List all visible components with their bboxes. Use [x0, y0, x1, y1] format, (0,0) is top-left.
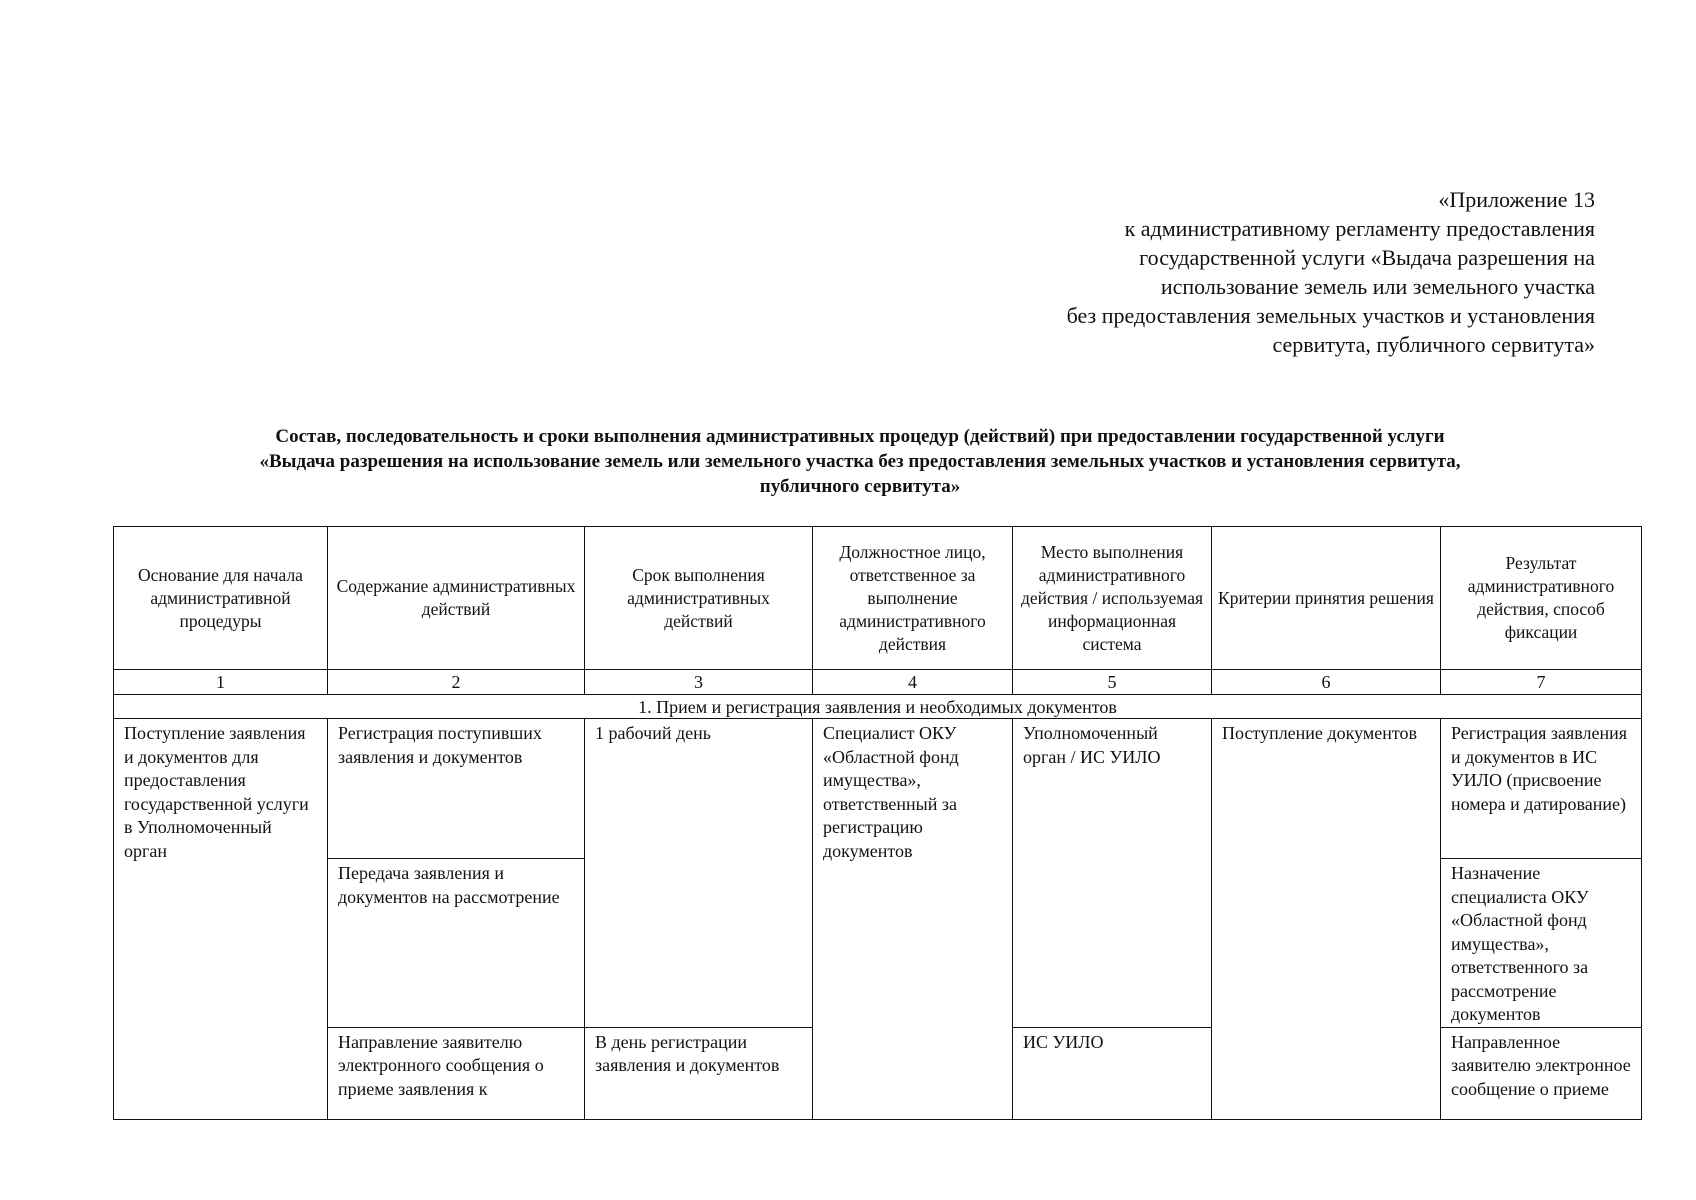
header-official: Должностное лицо, ответственное за выполнение административного действия [813, 527, 1013, 670]
appendix-line: использование земель или земельного участка [1160, 274, 1595, 299]
header-basis: Основание для начала административной процедуры [114, 527, 328, 670]
column-number: 4 [813, 670, 1013, 695]
header-row [114, 527, 1642, 670]
term-cell: 1 рабочий день [585, 719, 813, 1028]
appendix-line: к административному регламенту предоставления [1124, 216, 1595, 241]
result-cell: Направленное заявителю электронное сообщение о приеме [1441, 1027, 1642, 1119]
criteria-cell: Поступление документов [1212, 719, 1441, 1120]
header-term: Срок выполнения административных действий [585, 527, 813, 670]
title-line: Состав, последовательность и сроки выполнения административных процедур (действий) при предоставлении государственной услуги [275, 426, 1445, 447]
action-cell: Регистрация поступивших заявления и документов [328, 719, 585, 859]
place-cell: Уполномоченный орган / ИС УИЛО [1013, 719, 1212, 1028]
result-cell: Регистрация заявления и документов в ИС УИЛО (присвоение номера и датирование) [1441, 719, 1642, 859]
action-cell: Передача заявления и документов на рассмотрение [328, 859, 585, 1028]
appendix-line: «Приложение 13 [1438, 187, 1595, 212]
column-number: 2 [328, 670, 585, 695]
column-number: 1 [114, 670, 328, 695]
column-number: 5 [1013, 670, 1212, 695]
document-title [110, 424, 1610, 499]
title-line: «Выдача разрешения на использование земель или земельного участка без предоставления земельных участков и установления сервитута, [259, 451, 1461, 472]
column-number: 7 [1441, 670, 1642, 695]
header-place: Место выполнения административного действия / используемая информационная система [1013, 527, 1212, 670]
section-row [114, 695, 1642, 719]
section-title: 1. Прием и регистрация заявления и необходимых документов [114, 695, 1642, 719]
term-cell: В день регистрации заявления и документов [585, 1027, 813, 1119]
header-criteria: Критерии принятия решения [1212, 527, 1441, 670]
result-cell: Назначение специалиста ОКУ «Областной фонд имущества», ответственного за рассмотрение документов [1441, 859, 1642, 1028]
basis-cell: Поступление заявления и документов для предоставления государственной услуги в Уполномоченный орган [114, 719, 328, 1120]
appendix-line: без предоставления земельных участков и установления [1066, 303, 1595, 328]
column-numbers-row [114, 670, 1642, 695]
procedures-table [113, 526, 1642, 1120]
appendix-line: государственной услуги «Выдача разрешения на [1139, 245, 1595, 270]
table-row [114, 719, 1642, 859]
column-number: 3 [585, 670, 813, 695]
header-actions: Содержание административных действий [328, 527, 585, 670]
appendix-header [1067, 185, 1595, 359]
appendix-line: сервитута, публичного сервитута» [1272, 332, 1595, 357]
column-number: 6 [1212, 670, 1441, 695]
header-result: Результат административного действия, способ фиксации [1441, 527, 1642, 670]
place-cell: ИС УИЛО [1013, 1027, 1212, 1119]
title-line: публичного сервитута» [759, 476, 961, 497]
action-cell: Направление заявителю электронного сообщения о приеме заявления к [328, 1027, 585, 1119]
official-cell: Специалист ОКУ «Областной фонд имущества», ответственный за регистрацию документов [813, 719, 1013, 1120]
